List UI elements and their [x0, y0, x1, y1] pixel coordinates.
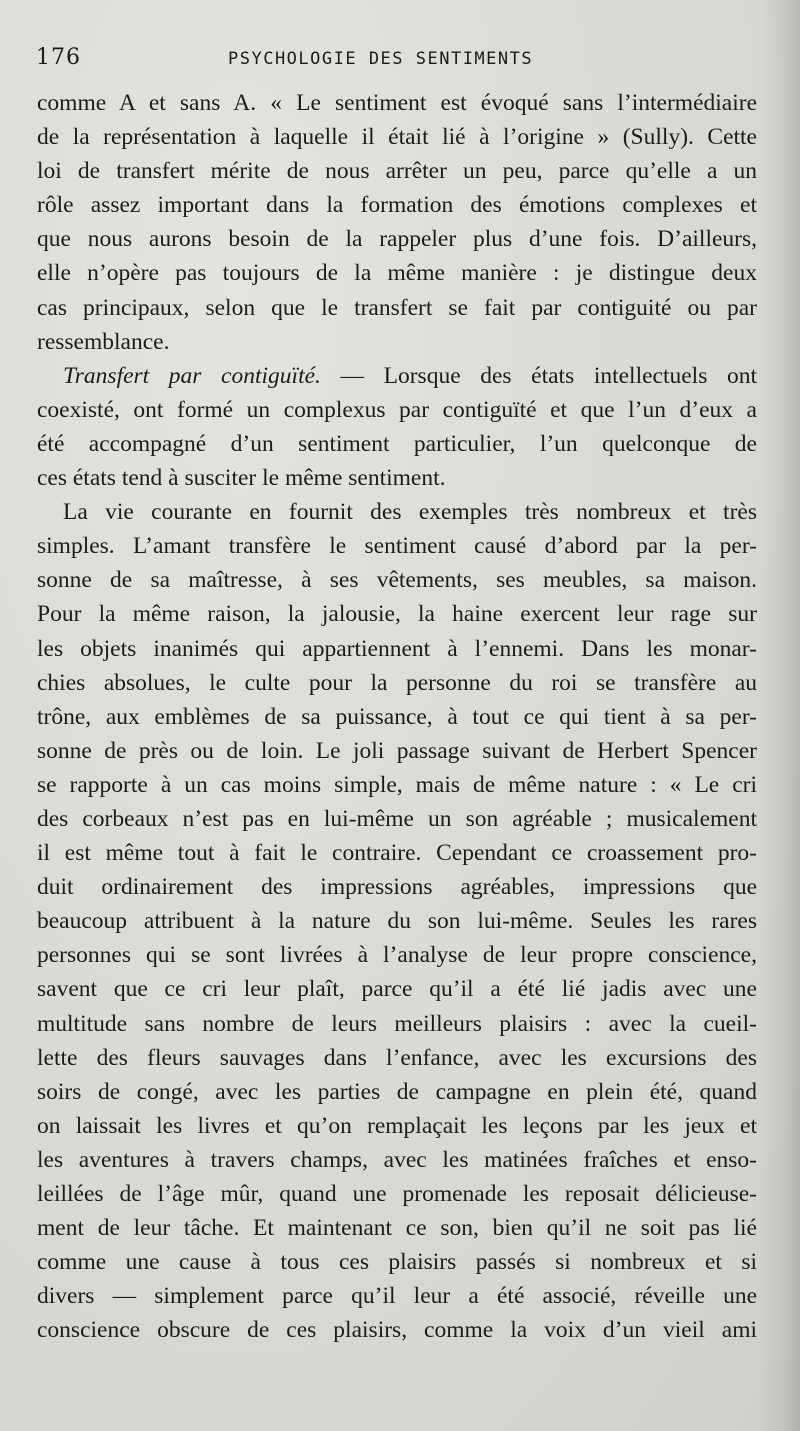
text-line: ment de leur tâche. Et maintenant ce son, bien qu’il ne soit pas lié — [37, 1215, 757, 1242]
text-line: lette des fleurs sauvages dans l’enfance, avec les excursions des — [37, 1044, 757, 1071]
text-line: trône, aux emblèmes de sa puissance, à tout ce qui tient à sa per- — [37, 703, 757, 730]
text-line: divers — simplement parce qu’il leur a été associé, réveille une — [37, 1283, 757, 1310]
page-number: 176 — [36, 45, 81, 70]
text-line: conscience obscure de ces plaisirs, comme la voix d’un vieil ami — [37, 1317, 757, 1344]
running-title: PSYCHOLOGIE DES SENTIMENTS — [228, 49, 534, 69]
text-line: duit ordinairement des impressions agréables, impressions que — [37, 874, 757, 901]
text-line: il est même tout à fait le contraire. Cependant ce croassement pro- — [37, 840, 757, 867]
text-line: de la représentation à laquelle il était lié à l’origine » (Sully). Cette — [37, 124, 757, 151]
text-line: que nous aurons besoin de la rappeler plus d’une fois. D’ailleurs, — [37, 226, 757, 253]
text-line: se rapporte à un cas moins simple, mais de même nature : « Le cri — [37, 771, 757, 798]
text-line: on laissait les livres et qu’on remplaçait les leçons par les jeux et — [37, 1112, 757, 1139]
text-line: comme A et sans A. « Le sentiment est évoqué sans l’intermédiaire — [37, 90, 757, 116]
text-line: chies absolues, le culte pour la personne du roi se transfère au — [37, 669, 757, 696]
section-lead-line — [37, 359, 757, 393]
text-line: Pour la même raison, la jalousie, la haine exercent leur rage sur — [37, 601, 757, 628]
running-header — [36, 45, 756, 77]
text-line: sonne de sa maîtresse, à ses vêtements, ses meubles, sa maison. — [37, 567, 757, 594]
text-line: La vie courante en fournit des exemples très nombreux et très — [63, 499, 757, 526]
text-line: loi de transfert mérite de nous arrêter un peu, parce qu’elle a un — [37, 158, 757, 185]
text-line: personnes qui se sont livrées à l’analyse de leur propre conscience, — [37, 942, 757, 969]
text-line: beaucoup attribuent à la nature du son lui-même. Seules les rares — [37, 908, 757, 935]
text-line: coexisté, ont formé un complexus par contiguïté et que l’un d’eux a — [37, 396, 757, 423]
text-line: ces états tend à susciter le même sentiment. — [37, 465, 446, 492]
text-line: rôle assez important dans la formation des émotions complexes et — [37, 192, 757, 219]
text-line: elle n’opère pas toujours de la même manière : je distingue deux — [37, 260, 757, 287]
text-fragment: — Lorsque des états intellectuels ont — [320, 362, 757, 389]
section-heading-italic: Transfert par contiguïté. — [63, 362, 321, 389]
text-line: cas principaux, selon que le transfert se fait par contiguité ou par — [37, 294, 757, 321]
text-line: ressemblance. — [37, 328, 170, 355]
body-text — [37, 86, 757, 1347]
page-edge-shadow — [760, 0, 800, 1431]
text-line: sonne de près ou de loin. Le joli passage suivant de Herbert Spencer — [37, 737, 757, 764]
text-line: leillées de l’âge mûr, quand une promenade les reposait délicieuse- — [37, 1181, 757, 1207]
text-line: les aventures à travers champs, avec les matinées fraîches et enso- — [37, 1146, 757, 1173]
text-line: savent que ce cri leur plaît, parce qu’il a été lié jadis avec une — [37, 976, 757, 1003]
text-line: les objets inanimés qui appartiennent à l’ennemi. Dans les monar- — [37, 635, 757, 662]
text-line: soirs de congé, avec les parties de campagne en plein été, quand — [37, 1078, 757, 1105]
text-line: comme une cause à tous ces plaisirs passés si nombreux et si — [37, 1249, 757, 1276]
text-line: été accompagné d’un sentiment particulier, l’un quelconque de — [37, 430, 757, 457]
text-line: simples. L’amant transfère le sentiment causé d’abord par la per- — [37, 533, 757, 560]
text-line: des corbeaux n’est pas en lui-même un son agréable ; musicalement — [37, 805, 757, 832]
text-line: multitude sans nombre de leurs meilleurs plaisirs : avec la cueil- — [37, 1010, 757, 1037]
